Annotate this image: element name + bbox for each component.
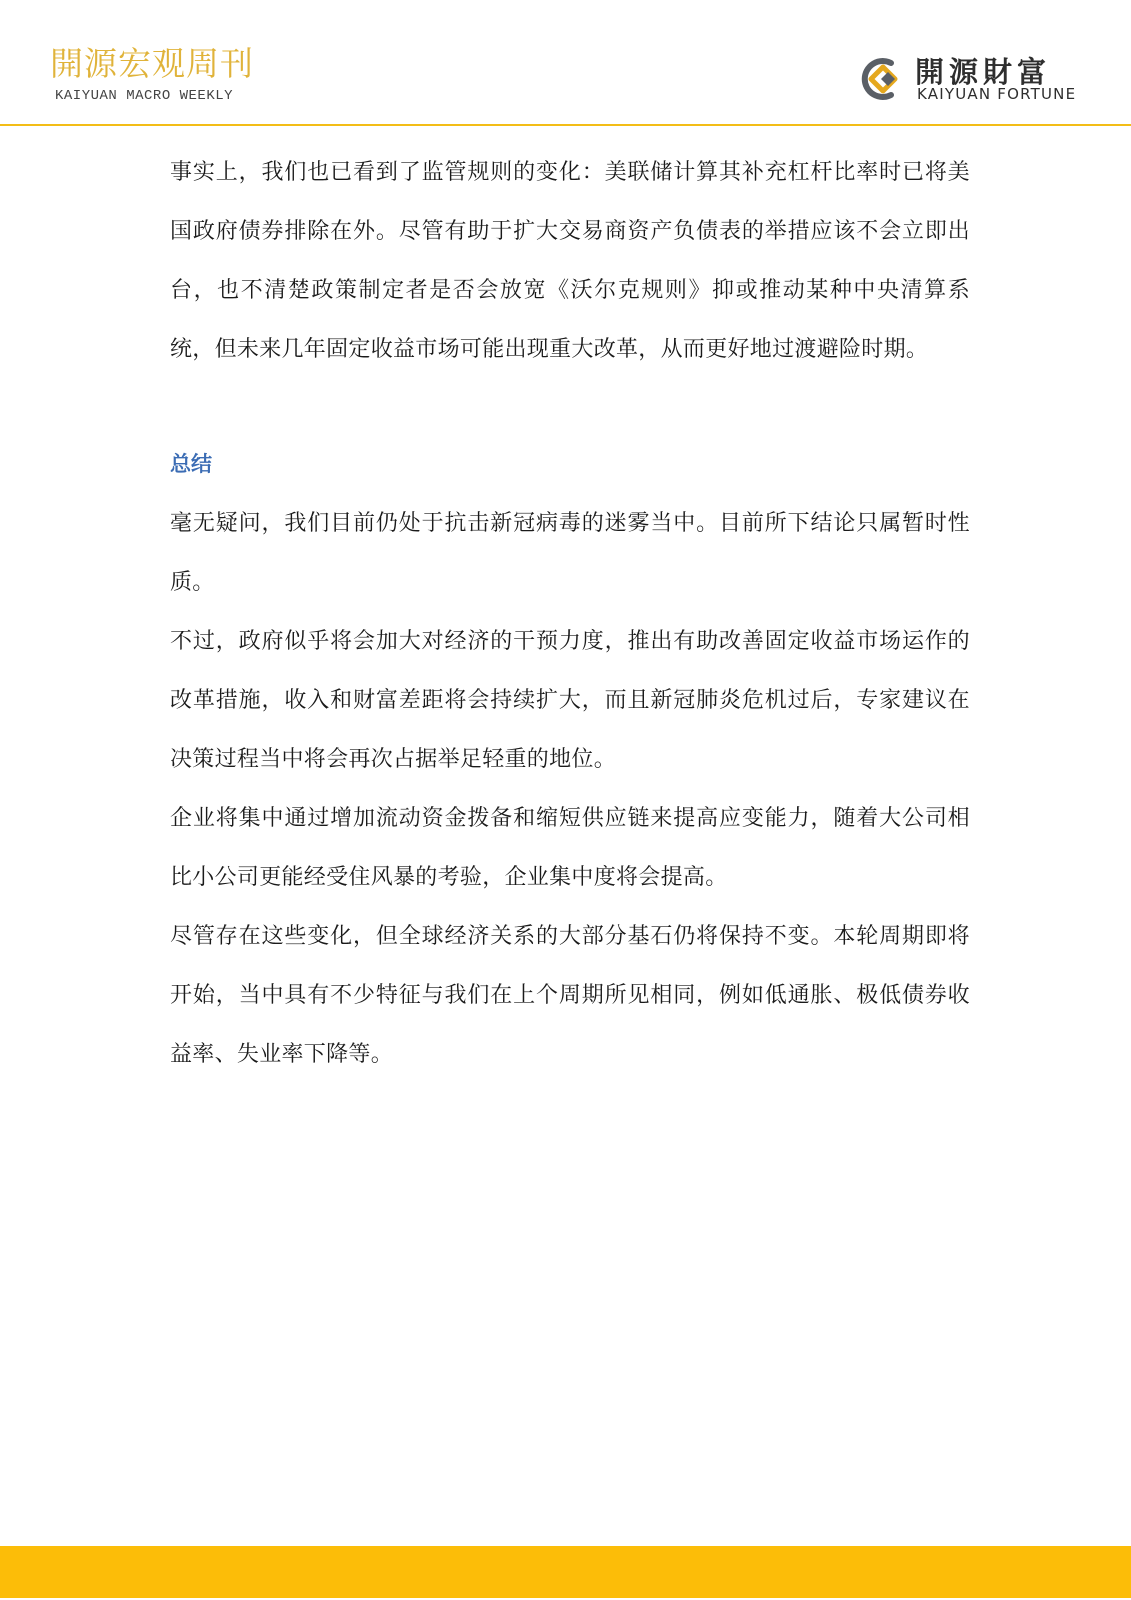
brand-name-cn: 開源財富	[915, 55, 1052, 89]
header-divider	[0, 124, 1131, 126]
summary-paragraph-4: 尽管存在这些变化，但全球经济关系的大部分基石仍将保持不变。本轮周期即将开始，当中具有不少特征与我们在上个周期所见相同，例如低通胀、极低债券收益率、失业率下降等。	[170, 924, 970, 1067]
brand-name-en: KAIYUAN FORTUNE	[917, 85, 1077, 103]
kaiyuan-logo-icon	[857, 54, 907, 104]
brand-logo	[857, 46, 1079, 106]
publication-subtitle: KAIYUAN MACRO WEEKLY	[55, 88, 234, 104]
summary-paragraph-1: 毫无疑问，我们目前仍处于抗击新冠病毒的迷雾当中。目前所下结论只属暂时性质。	[170, 511, 970, 595]
publication-title: 開源宏观周刊	[50, 44, 254, 83]
summary-paragraph-2: 不过，政府似乎将会加大对经济的干预力度，推出有助改善固定收益市场运作的改革措施，收入和财富差距将会持续扩大，而且新冠肺炎危机过后，专家建议在决策过程当中将会再次占据举足轻重的地位。	[170, 629, 970, 772]
section-spacer	[170, 379, 970, 435]
intro-paragraph: 事实上，我们也已看到了监管规则的变化：美联储计算其补充杠杆比率时已将美国政府债券排除在外。尽管有助于扩大交易商资产负债表的举措应该不会立即出台，也不清楚政策制定者是否会放宽《沃尔克规则》抑或推动某种中央清算系统，但未来几年固定收益市场可能出现重大改革，从而更好地过渡避险时期。	[170, 160, 970, 362]
article-body	[170, 143, 970, 1084]
footer-band	[0, 1546, 1131, 1598]
summary-paragraph-3: 企业将集中通过增加流动资金拨备和缩短供应链来提高应变能力，随着大公司相比小公司更能经受住风暴的考验，企业集中度将会提高。	[170, 806, 970, 890]
page-header	[0, 0, 1131, 128]
summary-heading: 总结	[170, 452, 212, 476]
